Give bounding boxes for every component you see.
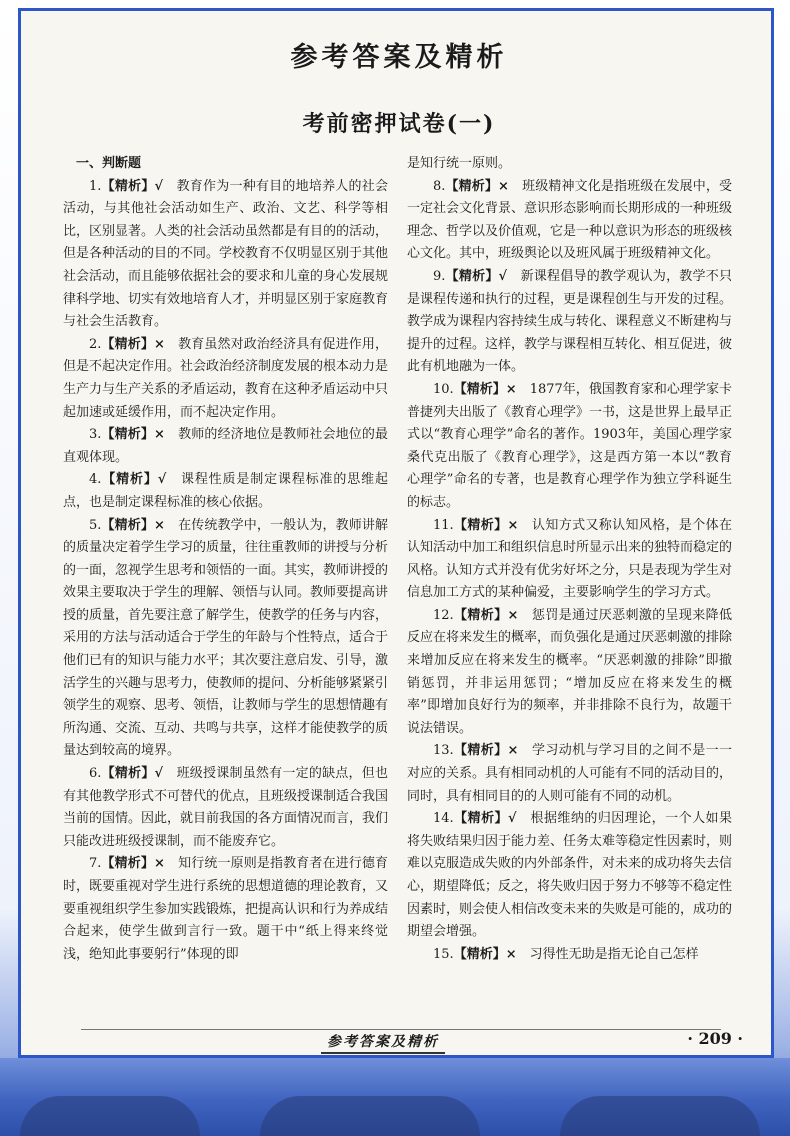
answer-item: 5.【精析】× 在传统教学中，一般认为，教师讲解的质量决定着学生学习的质量，往往重教师的讲授与分析的一面，忽视学生思考和领悟的一面。其实，教师讲授的效果主要取决于学生的理解、领悟与认同。教师要提高讲授的质量，首先要注意了解学生，使教学的任务与内容，采用的方法与活动适合于学生的年龄与个性特点，适合于他们已有的知识与能力水平；其次要注意启发、引导，激活学生的兴趣与思考力，使教师的提问、分析能够紧紧引领学生的观察、思考、领悟，让教师与学生的思想情趣有所沟通、交流、互动、共鸣与共享，这样才能使教学的质量达到较高的境界。 [63, 517, 389, 759]
hill-silhouette [560, 1096, 760, 1136]
footer-label: 参考答案及精析 [321, 1031, 445, 1054]
page-frame [18, 8, 774, 1058]
answer-item: 13.【精析】× 学习动机与学习目的之间不是一一对应的关系。具有相同动机的人可能有不同的活动目的，同时，具有相同目的的人则可能有不同的动机。 [407, 743, 733, 804]
page-number: · 209 · [687, 1029, 743, 1048]
exam-title: 考前密押试卷(一) [302, 111, 496, 137]
left-column [63, 153, 388, 966]
answer-item: 9.【精析】√ 新课程倡导的教学观认为，教学不只是课程传递和执行的过程，更是课程创生与开发的过程。教学成为课程内容持续生成与转化、课程意义不断建构与提升的过程。这样，教学与课程相互转化、相互促进，彼此有机地融为一体。 [407, 268, 733, 375]
hill-silhouette [20, 1096, 200, 1136]
section-title: 一、判断题 [76, 156, 142, 171]
answer-item: 8.【精析】× 班级精神文化是指班级在发展中，受一定社会文化背景、意识形态影响而长期形成的一种班级理念、哲学以及价值观，它是一种以意识为形态的班级核心文化。其中，班级舆论以及班风属于班级精神文化。 [407, 178, 733, 262]
answer-item: 2.【精析】× 教育虽然对政治经济具有促进作用，但是不起决定作用。社会政治经济制度发展的根本动力是生产力与生产关系的矛盾运动，教育在这种矛盾运动中只起加速或延缓作用，而不起决定作用。 [63, 336, 389, 420]
page-title: 参考答案及精析 [290, 42, 508, 73]
background-strip [0, 1058, 790, 1136]
continuation-text: 是知行统一原则。 [407, 156, 512, 171]
hill-silhouette [260, 1096, 480, 1136]
answer-item: 10.【精析】× 1877年，俄国教育家和心理学家卡普捷列夫出版了《教育心理学》一书，这是世界上最早正式以“教育心理学”命名的著作。1903年，美国心理学家桑代克出版了《教育心理学》，这是西方第一本以“教育心理学”命名的专著，也是教育心理学作为独立学科诞生的标志。 [407, 381, 733, 510]
answer-item: 3.【精析】× 教师的经济地位是教师社会地位的最直观体现。 [63, 427, 388, 465]
answer-item: 14.【精析】√ 根据维纳的归因理论，一个人如果将失败结果归因于能力差、任务太难等稳定性因素时，则难以克服造成失败的内外部条件，对未来的成功将失去信心，期望降低；反之，将失败归因于努力不够等不稳定性因素时，则会使人相信改变未来的失败是可能的，成功的期望会增强。 [407, 811, 733, 940]
answer-item: 1.【精析】√ 教育作为一种有目的地培养人的社会活动，与其他社会活动如生产、政治、文艺、科学等相比，区别显著。人类的社会活动虽然都是有目的的活动，但是各种活动的目的不同。学校教育不仅明显区别于其他社会活动，而且能够依据社会的要求和儿童的身心发展规律科学地、切实有效地培育人才，并明显区别于家庭教育与社会生活教育。 [63, 178, 389, 330]
answer-item: 7.【精析】× 知行统一原则是指教育者在进行德育时，既要重视对学生进行系统的思想道德的理论教育，又要重视组织学生参加实践锻炼，把提高认识和行为养成结合起来，使学生做到言行一致。题干中“纸上得来终觉浅，绝知此事要躬行”体现的即 [63, 856, 389, 962]
footer-divider [81, 1029, 721, 1030]
answer-item: 11.【精析】× 认知方式又称认知风格，是个体在认知活动中加工和组织信息时所显示出来的独特而稳定的风格。认知方式并没有优劣好坏之分，只是表现为学生对信息加工方式的某种偏爱，主要影响学生的学习方式。 [407, 517, 733, 601]
answer-item: 12.【精析】× 惩罚是通过厌恶刺激的呈现来降低反应在将来发生的概率，而负强化是通过厌恶刺激的排除来增加反应在将来发生的概率。“厌恶刺激的排除”即撤销惩罚，并非运用惩罚；“增加反应在将来发生的概率”即增加良好行为的频率，并非排除不良行为，故题干说法错误。 [407, 607, 733, 736]
answer-item: 15.【精析】× 习得性无助是指无论自己怎样 [433, 946, 699, 962]
right-column [407, 153, 732, 966]
answer-item: 4.【精析】√ 课程性质是制定课程标准的思维起点，也是制定课程标准的核心依据。 [63, 472, 388, 510]
answer-item: 6.【精析】√ 班级授课制虽然有一定的缺点，但也有其他教学形式不可替代的优点，且班级授课制适合我国当前的国情。因此，就目前我国的各方面情况而言，我们只能改进班级授课制，而不能废弃它。 [63, 766, 389, 849]
